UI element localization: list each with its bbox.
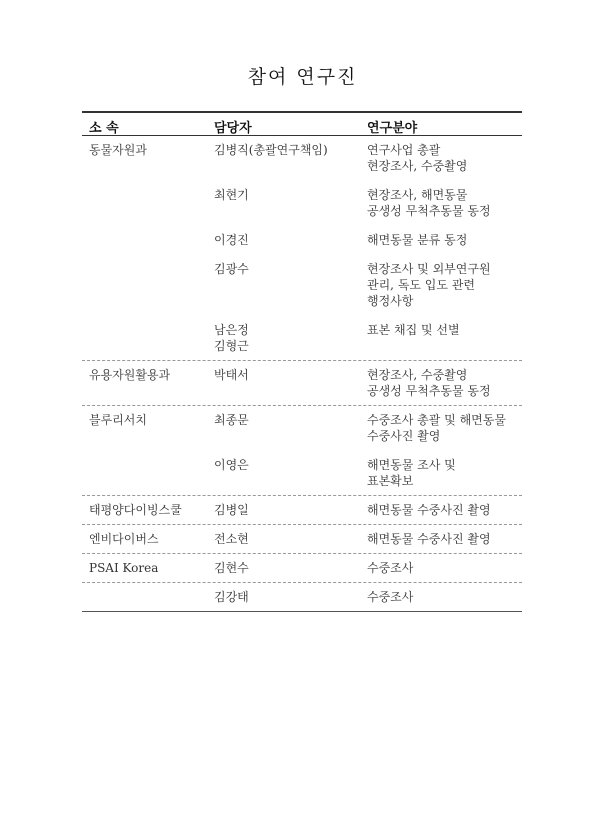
affiliation-cell — [89, 412, 147, 428]
field-cell — [367, 412, 506, 444]
field-cell-line: 현장조사 및 외부연구원 — [367, 262, 491, 276]
person-cell — [214, 232, 249, 248]
field-cell — [367, 502, 491, 518]
person-cell — [214, 560, 249, 576]
person-cell — [214, 502, 249, 518]
field-cell — [367, 457, 456, 489]
field-cell — [367, 367, 491, 399]
field-cell-line: 표본 채집 및 선별 — [367, 323, 460, 337]
table-header-row — [82, 113, 522, 136]
page-title: 참여 연구진 — [247, 66, 358, 88]
affiliation-cell-line: PSAI Korea — [89, 561, 159, 575]
field-cell-line: 해면동물 조사 및 — [367, 458, 456, 472]
person-cell-line: 김강태 — [214, 590, 249, 604]
person-cell — [214, 142, 328, 158]
person-cell-line: 김병직(총괄연구책임) — [214, 143, 328, 157]
person-cell-line: 전소현 — [214, 532, 249, 546]
person-cell — [214, 457, 249, 473]
field-cell-line: 수중조사 총괄 및 해면동물 — [367, 413, 506, 427]
person-cell — [214, 412, 249, 428]
person-cell-line: 박태서 — [214, 368, 249, 382]
person-cell-line: 김현수 — [214, 561, 249, 575]
field-cell-line: 공생성 무척추동물 동정 — [367, 204, 491, 218]
affiliation-cell — [89, 142, 147, 158]
affiliation-cell-line: 동물자원과 — [89, 143, 147, 157]
field-cell-line: 수중조사 — [367, 561, 414, 575]
field-cell-line: 연구사업 총괄 — [367, 143, 441, 157]
field-cell-line: 해면동물 수중사진 촬영 — [367, 532, 491, 546]
header-affiliation: 소 속 — [89, 121, 119, 136]
field-cell-line: 수중사진 촬영 — [367, 429, 441, 443]
field-cell — [367, 322, 460, 338]
research-team-table — [82, 111, 522, 612]
affiliation-cell-line: 태평양다이빙스쿨 — [89, 503, 182, 517]
field-cell-line: 해면동물 분류 동정 — [367, 233, 468, 247]
field-cell-line: 표본확보 — [367, 474, 414, 488]
field-cell-line: 현장조사, 수중촬영 — [367, 368, 468, 382]
person-cell-line: 남은정 — [214, 323, 249, 337]
person-cell — [214, 187, 249, 203]
header-person: 담당자 — [214, 121, 252, 136]
affiliation-cell — [89, 367, 170, 383]
affiliation-cell-line: 유용자원활용과 — [89, 368, 171, 382]
field-cell-line: 행정사항 — [367, 294, 414, 308]
table-row — [82, 405, 522, 495]
table-row — [82, 582, 522, 611]
person-cell-line: 이영은 — [214, 458, 249, 472]
person-cell-line: 최종문 — [214, 413, 249, 427]
field-cell-line: 관리, 독도 입도 관련 — [367, 278, 475, 292]
person-cell — [214, 589, 249, 605]
field-cell — [367, 531, 491, 547]
person-cell-line: 김형근 — [214, 339, 249, 353]
person-cell — [214, 531, 249, 547]
table-row — [82, 136, 522, 360]
affiliation-cell-line: 블루리서치 — [89, 413, 147, 427]
table-bottom-rule — [82, 611, 522, 612]
field-cell — [367, 560, 413, 576]
affiliation-cell — [89, 560, 158, 576]
field-cell — [367, 142, 467, 174]
table-row — [82, 360, 522, 405]
person-cell-line: 이경진 — [214, 233, 249, 247]
field-cell — [367, 261, 491, 309]
person-cell — [214, 367, 249, 383]
field-cell — [367, 589, 413, 605]
table-body — [82, 136, 522, 611]
person-cell-line: 김광수 — [214, 262, 249, 276]
field-cell — [367, 232, 467, 248]
field-cell-line: 현장조사, 수중촬영 — [367, 159, 468, 173]
person-cell — [214, 322, 249, 354]
field-cell-line: 현장조사, 해면동물 — [367, 188, 468, 202]
field-cell-line: 공생성 무척추동물 동정 — [367, 384, 491, 398]
table-row — [82, 553, 522, 582]
header-field: 연구분야 — [367, 121, 418, 136]
affiliation-cell — [89, 531, 159, 547]
field-cell — [367, 187, 491, 219]
table-row — [82, 524, 522, 553]
table-row — [82, 495, 522, 524]
person-cell-line: 최현기 — [214, 188, 249, 202]
affiliation-cell — [89, 502, 182, 518]
person-cell-line: 김병일 — [214, 503, 249, 517]
field-cell-line: 수중조사 — [367, 590, 414, 604]
field-cell-line: 해면동물 수중사진 촬영 — [367, 503, 491, 517]
person-cell — [214, 261, 249, 277]
affiliation-cell-line: 엔비다이버스 — [89, 532, 159, 546]
